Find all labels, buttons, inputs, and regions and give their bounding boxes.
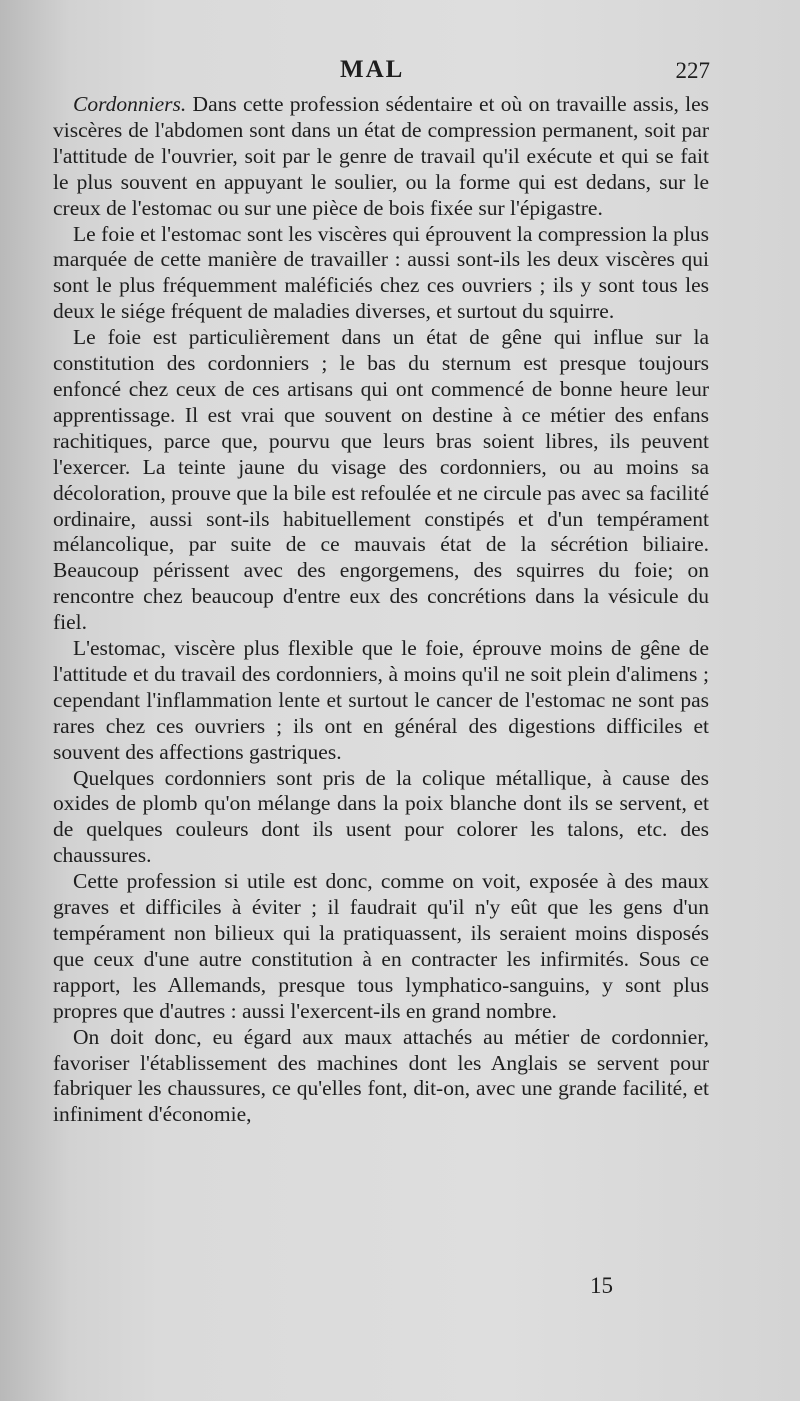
paragraph bbox=[53, 636, 709, 766]
running-title: MAL bbox=[340, 56, 405, 83]
paragraph bbox=[53, 1025, 709, 1129]
signature-mark: 15 bbox=[590, 1273, 613, 1298]
page-header bbox=[0, 56, 800, 88]
paragraph bbox=[53, 325, 709, 636]
paragraph-text: Le foie et l'estomac sont les viscères qui éprouvent la compression la plus marquée de cette manière de travailler : aussi sont-ils les deux viscères qui sont le plus fréquemment maléficiés chez ces ouvriers ; ils y sont tous les deux le siége fréquent de maladies diverses, et surtout du squirre. bbox=[53, 221, 709, 324]
paragraph bbox=[53, 92, 709, 222]
paragraph-text: L'estomac, viscère plus flexible que le foie, éprouve moins de gêne de l'attitude et du travail des cordonniers, à moins qu'il ne soit plein d'alimens ; cependant l'inflammation lente et surtout le cancer de l'estomac ne sont pas rares chez ces ouvriers ; ils ont en général des digestions difficiles et souvent des affections gastriques. bbox=[53, 636, 709, 764]
page-number: 227 bbox=[675, 58, 710, 83]
paragraph bbox=[53, 222, 709, 326]
paragraph-text: Cette profession si utile est donc, comme on voit, exposée à des maux graves et difficiles à éviter ; il faudrait qu'il n'y eût que les gens d'un tempérament non bilieux qui la pratiquassent, ils seraient moins disposés que ceux d'une autre constitution à en contracter les infirmités. Sous ce rapport, les Allemands, presque tous lymphatico-sanguins, y sont plus propres que d'autres : aussi l'exercent-ils en grand nombre. bbox=[53, 869, 709, 1023]
paragraph-text: On doit donc, eu égard aux maux attachés au métier de cordonnier, favoriser l'établissement des machines dont les Anglais se servent pour fabriquer les chaussures, ce qu'elles font, dit-on, avec une grande facilité, et infiniment d'économie, bbox=[53, 1024, 709, 1127]
paragraph bbox=[53, 766, 709, 870]
paragraph bbox=[53, 869, 709, 1024]
paragraph-text: Dans cette profession sédentaire et où on travaille assis, les viscères de l'abdomen sont dans un état de compression permanent, soit par l'attitude de l'ouvrier, soit par le genre de travail qu'il exécute et qui se fait le plus souvent en appuyant le soulier, ou la forme qui est dedans, sur le creux de l'estomac ou sur une pièce de bois fixée sur l'épigastre. bbox=[53, 92, 709, 220]
paragraph-text: Le foie est particulièrement dans un état de gêne qui influe sur la constitution des cordonniers ; le bas du sternum est presque toujours enfoncé chez ceux de ces artisans qui ont commencé de bonne heure leur apprentissage. Il est vrai que souvent on destine à ce métier des enfans rachitiques, parce que, pourvu que leurs bras soient libres, ils peuvent l'exercer. La teinte jaune du visage des cordonniers, ou au moins sa décoloration, prouve que la bile est refoulée et ne circule pas avec sa facilité ordinaire, aussi sont-ils habituellement constipés et d'un tempérament mélancolique, par suite de ce mauvais état de la sécrétion biliaire. Beaucoup périssent avec des engorgemens, des squirres du foie; on rencontre chez beaucoup d'entre eux des concrétions dans la vésicule du fiel. bbox=[53, 325, 709, 635]
paragraph-text: Quelques cordonniers sont pris de la colique métallique, à cause des oxides de plomb qu'on mélange dans la poix blanche dont ils se servent, et de quelques couleurs dont ils usent pour colorer les talons, etc. des chaussures. bbox=[53, 765, 709, 868]
entry-heading: Cordonniers. bbox=[73, 92, 187, 116]
body-text bbox=[53, 92, 709, 1128]
